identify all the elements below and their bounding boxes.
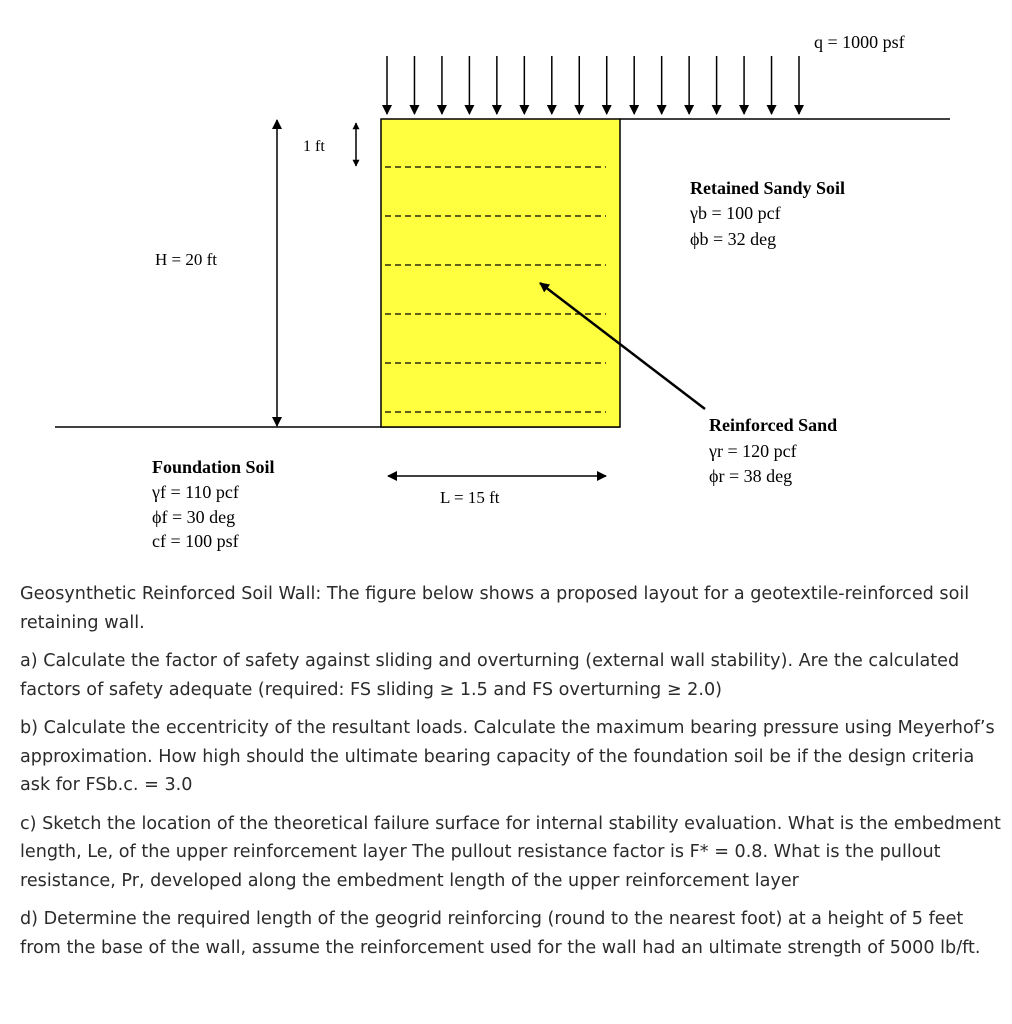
foundation-soil-phi: ϕf = 30 deg	[152, 507, 236, 527]
surcharge-arrows	[387, 56, 799, 114]
reinforced-sand-gamma: γr = 120 pcf	[709, 441, 797, 461]
foundation-soil-gamma: γf = 110 pcf	[152, 482, 239, 502]
problem-part-d: d) Determine the required length of the geogrid reinforcing (round to the nearest foot) at a height of 5 feet from the base of the wall, assume the reinforcement used for the wall had an ultimate strength of 5000 lb/ft.	[20, 909, 981, 958]
retained-soil-phi: ϕb = 32 deg	[690, 229, 777, 249]
problem-intro: Geosynthetic Reinforced Soil Wall: The figure below shows a proposed layout for a geotextile-reinforced soil retaining wall.	[20, 584, 970, 633]
foundation-soil-cohesion: cf = 100 psf	[152, 531, 239, 551]
reinforced-zone	[381, 119, 620, 427]
height-label: H = 20 ft	[155, 250, 217, 269]
surcharge-label: q = 1000 psf	[814, 32, 905, 52]
problem-statement	[20, 580, 1005, 972]
retained-soil-gamma: γb = 100 pcf	[690, 203, 781, 223]
foundation-soil-title: Foundation Soil	[152, 457, 275, 477]
problem-part-c: c) Sketch the location of the theoretical failure surface for internal stability evaluation. What is the embedment length, Le, of the upper reinforcement layer The pullout resistance factor is F* = 0.8. What is the pullout resistance, Pr, developed along the embedment length of the upper reinforcement layer	[20, 813, 1001, 891]
problem-part-a: a) Calculate the factor of safety against sliding and overturning (external wall stability). Are the calculated factors of safety adequate (required: FS sliding ≥ 1.5 and FS overturning ≥ 2.0)	[20, 651, 960, 700]
retained-soil-title: Retained Sandy Soil	[690, 178, 846, 198]
length-label: L = 15 ft	[440, 488, 500, 507]
problem-part-b: b) Calculate the eccentricity of the resultant loads. Calculate the maximum bearing pressure using Meyerhof’s approximation. How high should the ultimate bearing capacity of the foundation soil be if the design criteria ask for FSb.c. = 3.0	[20, 718, 995, 795]
reinforced-sand-title: Reinforced Sand	[709, 415, 838, 435]
spacing-label: 1 ft	[303, 138, 325, 155]
reinforced-sand-phi: ϕr = 38 deg	[709, 466, 793, 486]
